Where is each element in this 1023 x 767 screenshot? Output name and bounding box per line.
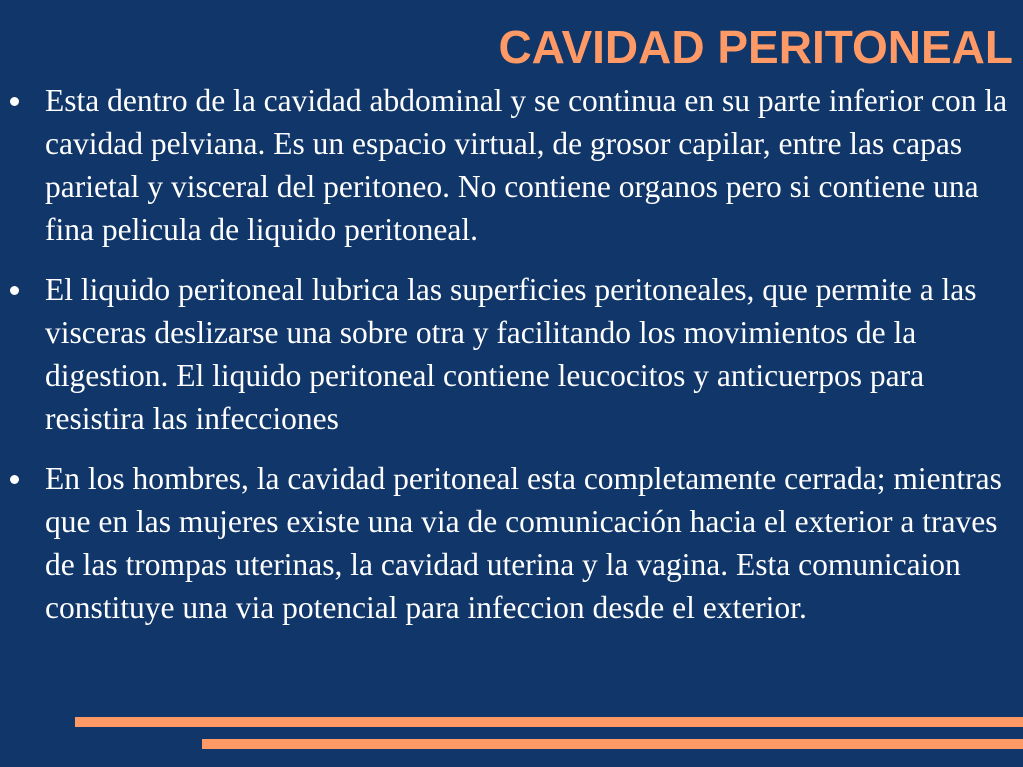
decorative-accent-line-bottom [202,739,1023,749]
bullet-item [8,457,1016,629]
bullet-text: En los hombres, la cavidad peritoneal esta completamente cerrada; mientras que en las mujeres existe una via de comunicación hacia el exterior a traves de las trompas uterinas, la cavidad uterina y la vagina. Esta comunicaion constituye una via potencial para infeccion desde el exterior. [45,461,1002,625]
bullet-list [8,79,1016,646]
bullet-text: El liquido peritoneal lubrica las superficies peritoneales, que permite a las visceras deslizarse una sobre otra y facilitando los movimientos de la digestion. El liquido peritoneal contiene leucocitos y anticuerpos para resistira las infecciones [45,272,977,436]
slide-title: CAVIDAD PERITONEAL [498,21,1013,73]
bullet-item [8,268,1016,440]
bullet-dot-icon [10,286,19,295]
bullet-dot-icon [10,475,19,484]
bullet-item [8,79,1016,251]
decorative-accent-line-top [75,717,1023,727]
bullet-text: Esta dentro de la cavidad abdominal y se continua en su parte inferior con la cavidad pelviana. Es un espacio virtual, de grosor capilar, entre las capas parietal y visceral del peritoneo. No contiene organos pero si contiene una fina pelicula de liquido peritoneal. [45,83,1008,247]
bullet-dot-icon [10,97,19,106]
